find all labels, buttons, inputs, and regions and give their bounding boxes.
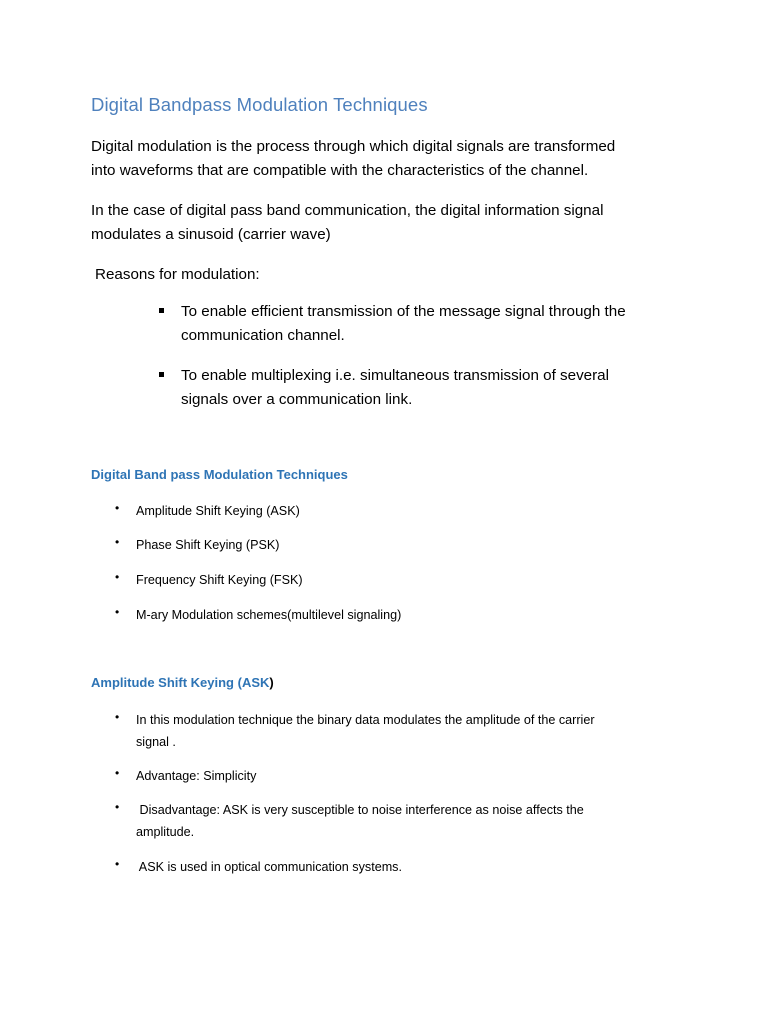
square-bullet-icon — [159, 372, 164, 377]
reason-line-2: signals over a communication link. — [181, 391, 413, 408]
bullet-dot-icon: • — [115, 605, 120, 619]
technique-item: M-ary Modulation schemes(multilevel signaling) — [136, 608, 402, 622]
intro-line-1: Digital modulation is the process through which digital signals are transformed — [91, 138, 616, 155]
ask-heading — [91, 675, 274, 690]
bullet-dot-icon: • — [115, 766, 120, 780]
document-title: Digital Bandpass Modulation Techniques — [91, 94, 428, 115]
passband-paragraph — [91, 199, 603, 247]
passband-line-2: modulates a sinusoid (carrier wave) — [91, 226, 331, 243]
techniques-heading: Digital Band pass Modulation Techniques — [91, 467, 348, 482]
ask-point — [136, 709, 595, 753]
bullet-dot-icon: • — [115, 501, 120, 515]
square-bullet-icon — [159, 308, 164, 313]
ask-point-line-1: ASK is used in optical communication systems. — [136, 860, 402, 874]
technique-item: Amplitude Shift Keying (ASK) — [136, 504, 300, 518]
intro-line-2: into waveforms that are compatible with the characteristics of the channel. — [91, 162, 589, 179]
bullet-dot-icon: • — [115, 570, 120, 584]
technique-item: Phase Shift Keying (PSK) — [136, 538, 280, 552]
ask-point — [136, 799, 584, 843]
bullet-dot-icon: • — [115, 800, 120, 814]
bullet-dot-icon: • — [115, 710, 120, 724]
reason-item — [181, 300, 626, 348]
ask-point-line-1: In this modulation technique the binary data modulates the amplitude of the carrier — [136, 713, 595, 727]
ask-point-line-1: Disadvantage: ASK is very susceptible to noise interference as noise affects the — [136, 803, 584, 817]
ask-point-line-2: signal . — [136, 735, 176, 749]
ask-heading-text: Amplitude Shift Keying (ASK — [91, 675, 270, 690]
reason-line-1: To enable efficient transmission of the message signal through the — [181, 303, 626, 320]
ask-heading-paren: ) — [269, 675, 274, 690]
intro-paragraph — [91, 135, 615, 183]
reason-line-1: To enable multiplexing i.e. simultaneous transmission of several — [181, 367, 609, 384]
ask-point — [136, 765, 256, 787]
ask-point-line-2: amplitude. — [136, 825, 195, 839]
ask-point — [136, 856, 402, 878]
technique-item: Frequency Shift Keying (FSK) — [136, 573, 303, 587]
passband-line-1: In the case of digital pass band communication, the digital information signal — [91, 202, 604, 219]
reason-item — [181, 364, 609, 412]
bullet-dot-icon: • — [115, 857, 120, 871]
bullet-dot-icon: • — [115, 535, 120, 549]
ask-point-line-1: Advantage: Simplicity — [136, 769, 257, 783]
reason-line-2: communication channel. — [181, 327, 345, 344]
reasons-heading: Reasons for modulation: — [95, 266, 260, 283]
